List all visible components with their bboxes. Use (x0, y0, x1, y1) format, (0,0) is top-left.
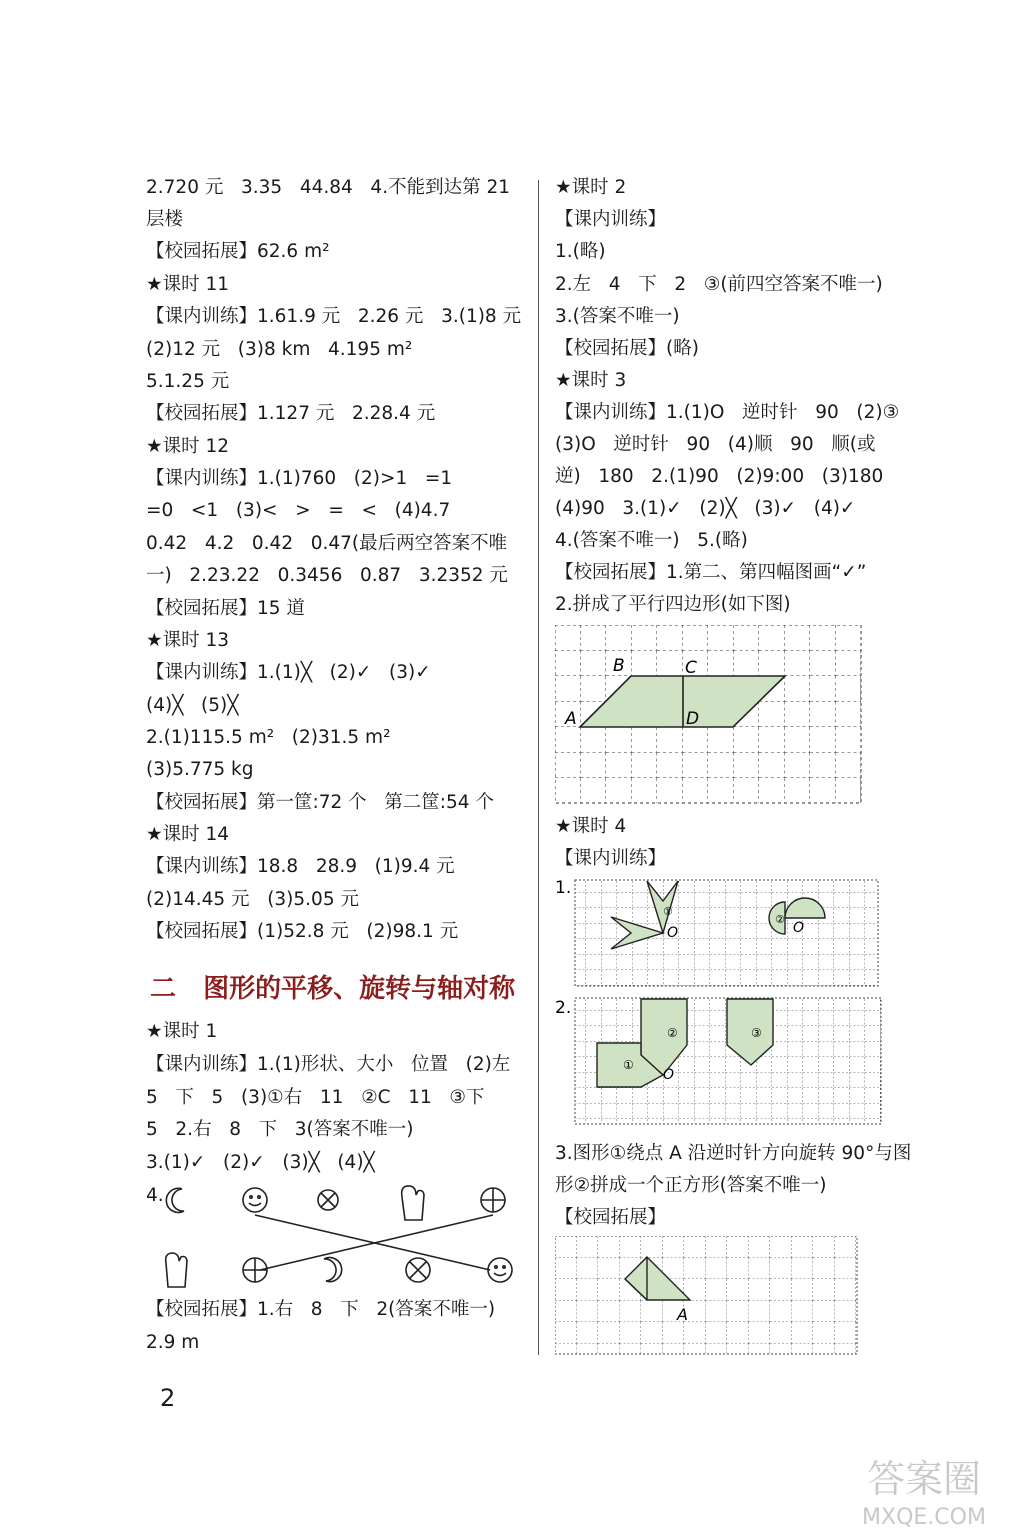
text-line: 【课内训练】18.8 28.9 (1)9.4 元 (146, 856, 455, 877)
text-line: 【校园拓展】15 道 (146, 598, 305, 619)
label-2: ② (667, 1026, 678, 1040)
text-line: 【校园拓展】1.第二、第四幅图画“✓” (555, 562, 867, 583)
text-line: 2.9 m (146, 1332, 200, 1353)
question-2-label: 2. (555, 998, 572, 1018)
label-b: B (613, 656, 625, 676)
text-line: 层楼 (146, 209, 184, 230)
text-line: 2.左 4 下 2 ③(前四空答案不唯一) (555, 274, 883, 295)
text-line: 【课内训练】 (555, 848, 667, 869)
lesson-heading: ★课时 13 (146, 630, 230, 651)
text-line: (4)90 3.(1)✓ (2)╳ (3)✓ (4)✓ (555, 498, 856, 519)
column-divider (538, 180, 539, 1355)
text-line: 2.720 元 3.35 44.84 4.不能到达第 21 (146, 177, 510, 198)
text-line: 0.42 4.2 0.42 0.47(最后两空答案不唯 (146, 533, 508, 554)
text-line: 【校园拓展】第一筐:72 个 第二筐:54 个 (146, 792, 494, 813)
text-line: 【校园拓展】(略) (555, 338, 699, 359)
lesson-heading: ★课时 3 (555, 370, 627, 391)
smiley-icon (243, 1188, 267, 1212)
text-line: (2)14.45 元 (3)5.05 元 (146, 889, 359, 910)
lesson-heading: ★课时 2 (555, 177, 627, 198)
mitten-icon (166, 1253, 187, 1287)
lesson-heading: ★课时 1 (146, 1021, 218, 1042)
watermark-logo (824, 1452, 1024, 1530)
circled-plus-icon (243, 1258, 267, 1282)
text-line: 【校园拓展】 (555, 1207, 667, 1228)
question-1-label: 1. (555, 878, 572, 898)
label-a: A (565, 709, 577, 729)
text-line: (3)O 逆时针 90 (4)顺 90 顺(或 (555, 434, 876, 455)
label-o: O (793, 920, 805, 936)
label-2: ② (775, 913, 785, 926)
circled-plus-icon (481, 1188, 505, 1212)
text-line: 逆) 180 2.(1)90 (2)9:00 (3)180 (555, 466, 884, 487)
text-line: 【课内训练】1.(1)形状、大小 位置 (2)左 (146, 1054, 511, 1075)
lesson-heading: ★课时 12 (146, 436, 230, 457)
text-line: 【课内训练】1.(1)╳ (2)✓ (3)✓ (146, 662, 431, 683)
text-line: 5 下 5 (3)①右 11 ②C 11 ③下 (146, 1087, 485, 1108)
text-line: 【课内训练】1.61.9 元 2.26 元 3.(1)8 元 (146, 306, 522, 327)
text-line: 5.1.25 元 (146, 371, 230, 392)
text-line: 3.(1)✓ (2)✓ (3)╳ (4)╳ (146, 1152, 375, 1173)
parallelogram-grid (555, 625, 865, 805)
text-line: 4.(答案不唯一) 5.(略) (555, 530, 748, 551)
text-line: (3)5.775 kg (146, 759, 254, 780)
text-line: 【校园拓展】(1)52.8 元 (2)98.1 元 (146, 921, 459, 942)
label-3: ③ (751, 1026, 762, 1040)
label-c: C (685, 658, 697, 678)
text-line: 3.(答案不唯一) (555, 306, 680, 327)
label-1: ① (663, 905, 673, 918)
text-line: 2.(1)115.5 m² (2)31.5 m² (146, 727, 391, 748)
moon-icon (166, 1188, 184, 1212)
text-line: 1.(略) (555, 241, 606, 262)
moon-icon (324, 1258, 342, 1282)
lesson-heading: ★课时 11 (146, 274, 230, 295)
section-title: 二 图形的平移、旋转与轴对称 (150, 974, 516, 1004)
text-line: 4. (146, 1185, 164, 1206)
text-line: 5 2.右 8 下 3(答案不唯一) (146, 1119, 414, 1140)
watermark-text: 答案圈 (866, 1457, 982, 1501)
text-line: (4)╳ (5)╳ (146, 695, 239, 716)
extension-grid (555, 1236, 860, 1356)
rotation-grid-1 (555, 877, 885, 989)
text-line: =0 <1 (3)< > = < (4)4.7 (146, 500, 451, 521)
label-o: O (667, 925, 679, 941)
label-a: A (677, 1305, 688, 1324)
mitten-icon (402, 1186, 424, 1220)
smiley-icon (488, 1258, 512, 1282)
matching-figure (160, 1175, 530, 1290)
lesson-heading: ★课时 4 (555, 816, 627, 837)
label-o: O (663, 1067, 675, 1083)
text-line: 【校园拓展】62.6 m² (146, 241, 330, 262)
circled-x-icon (406, 1258, 430, 1282)
text-line: 【课内训练】1.(1)O 逆时针 90 (2)③ (555, 402, 900, 423)
circled-x-icon (318, 1190, 338, 1210)
text-line: 形②拼成一个正方形(答案不唯一) (555, 1175, 827, 1196)
text-line: 【课内训练】 (555, 209, 667, 230)
rotation-grid-2 (555, 995, 885, 1127)
text-line: (2)12 元 (3)8 km 4.195 m² (146, 339, 413, 360)
text-line: 2.拼成了平行四边形(如下图) (555, 594, 791, 615)
text-line: 3.图形①绕点 A 沿逆时针方向旋转 90°与图 (555, 1143, 912, 1164)
watermark-url: MXQE.COM (862, 1505, 986, 1530)
text-line: 一) 2.23.22 0.3456 0.87 3.2352 元 (146, 565, 508, 586)
text-line: 【课内训练】1.(1)760 (2)>1 =1 (146, 468, 453, 489)
text-line: 【校园拓展】1.右 8 下 2(答案不唯一) (146, 1299, 496, 1320)
text-line: 【校园拓展】1.127 元 2.28.4 元 (146, 403, 436, 424)
label-d: D (686, 709, 700, 729)
page-number: 2 (160, 1384, 176, 1412)
label-1: ① (623, 1058, 634, 1072)
lesson-heading: ★课时 14 (146, 824, 230, 845)
